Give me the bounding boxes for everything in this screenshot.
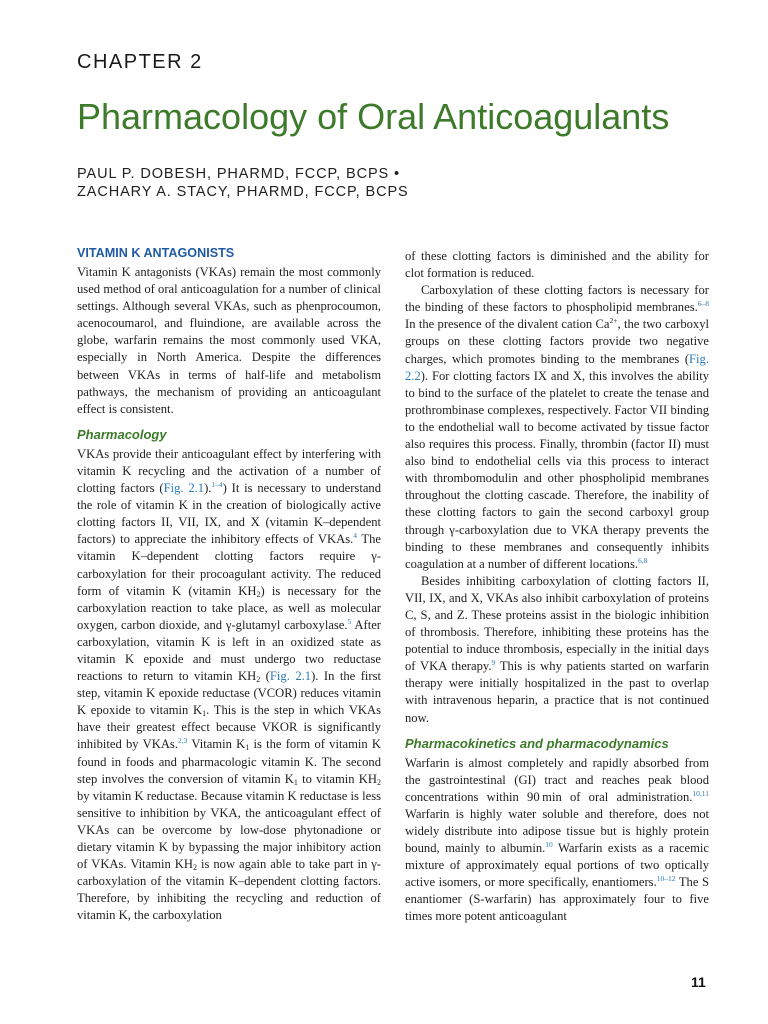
citation[interactable]: 1–4 (211, 480, 223, 490)
superscript: 2+ (609, 316, 618, 326)
paragraph-continued: of these clotting factors is diminished and the ability for clot formation is reduced. (405, 249, 709, 281)
figure-link[interactable]: Fig. 2.2 (405, 351, 709, 383)
paragraph-proteins: Besides inhibiting carboxylation of clotting factors II, VII, IX, and X, VKAs also inhibit carboxylation of proteins C, S, and Z. These proteins assist in the biologic inhibition of thrombosis. Therefore, inhibiting these proteins has the potential to induce thrombosis, especially in the initial days of VKA therapy.$^9$ This is why patients started on warfarin therapy were initially hospitalized in the past to overlap with intravenous heparin, a practice that is not continued now. (405, 573, 709, 725)
paragraph-pharmacokinetics: Warfarin is almost completely and rapidly absorbed from the gastrointestinal (GI) tract and reaches peak blood concentrations within 90 min of oral administration.$^{10,11}$ Warfarin is highly water soluble and therefore, does not widely distribute into adipose tissue but is highly protein bound, mainly to albumin.$^{10}$ Warfarin exists as a racemic mixture of approximately equal portions of two optically active isomers, or more specifically, enantiomers.$^{10-12}$ The S enantiomer (S-warfarin) has approximately four to five times more potent anticoagulant (405, 755, 709, 924)
subsection-heading-pharmacokinetics: Pharmacokinetics and pharmacodynamics (405, 735, 669, 751)
citation[interactable]: 10–12 (656, 874, 676, 884)
subsection-heading-pharmacology: Pharmacology (77, 426, 167, 442)
right-column (405, 248, 709, 926)
subscript: 1 (245, 743, 250, 753)
citation[interactable]: 10 (545, 840, 553, 850)
page-number: 11 (691, 974, 706, 990)
citation[interactable]: 6–8 (697, 299, 709, 309)
subscript: 2 (377, 777, 381, 787)
chapter-title: Pharmacology of Oral Anticoagulants (77, 96, 670, 137)
citation[interactable]: 9 (491, 658, 496, 668)
subscript: 1 (202, 709, 207, 719)
subscript: 1 (293, 777, 298, 787)
chapter-label: CHAPTER 2 (77, 51, 203, 73)
subscript: 2 (256, 675, 261, 685)
author-line-2: ZACHARY A. STACY, PHARMD, FCCP, BCPS (77, 184, 409, 200)
section-heading-vka: VITAMIN K ANTAGONISTS (77, 246, 235, 260)
citation[interactable]: 5 (347, 616, 352, 626)
paragraph-carboxylation: Carboxylation of these clotting factors is necessary for the binding of these factors to phospholipid membranes.$^{6-8}$ In the presence of the divalent cation $Ca^{2+}$, the two carboxyl groups on these clotting factors provide two negative charges, which promotes binding to the membranes (Fig. 2.2). For clotting factors IX and X, this involves the ability to bind to the surface of the platelet to create the tenase and prothrombinase complexes, respectively. Factor VII binding to the endothelial wall to become activated by tissue factor also requires this process. Finally, thrombin (factor II) must also bind to endothelial cells via this process to interact with thrombomodulin and other phospholipid membranes throughout the clotting cascade. Therefore, the inability of these clotting factors to gain the second carboxyl group through γ-carboxylation due to VKA therapy prevents the binding to these membranes and consequently inhibits coagulation at a number of different locations.$^{6,8}$ (405, 283, 710, 571)
figure-link[interactable]: Fig. 2.1 (269, 669, 312, 684)
subscript: 2 (193, 863, 197, 873)
author-line-1: PAUL P. DOBESH, PHARMD, FCCP, BCPS • (77, 166, 400, 182)
paragraph-pharmacology: VKAs provide their anticoagulant effect by interfering with vitamin K recycling and the activation of a number of clotting factors (Fig. 2.1).$^{1-4}$) It is necessary to understand the role of vitamin K in the creation of biologically active clotting factors II, VII, IX, and X (vitamin K–dependent factors) to appreciate the inhibitory effects of VKAs.$^4$ The vitamin K–dependent clotting factors require γ-carboxylation for their procoagulant activity. The reduced form of vitamin K (vitamin $KH_2$) is necessary for the carboxylation reaction to take place, as well as molecular oxygen, carbon dioxide, and γ-glutamyl carboxylase.$^5$ After carboxylation, vitamin K is left in an oxidized state as vitamin K epoxide and must undergo two reductase reactions to return to vitamin $KH_2$ (Fig. 2.1). In the first step, vitamin K epoxide reductase (VCOR) reduces vitamin K epoxide to vitamin $K_1$. This is the step in which VKAs have their greatest effect because VKOR is significantly inhibited by VKAs.$^{2,3}$ Vitamin $K_1$ is the form of vitamin K found in foods and pharmacologic vitamin K. The second step involves the conversion of vitamin $K_1$ to vitamin $KH_2$ by vitamin K reductase. Because vitamin K reductase is less sensitive to inhibition by VKA, the anticoagulant effect of VKAs can be overcome by low-dose phytonadione or dietary vitamin K by bypassing the major inhibitory action of VKAs. Vitamin $KH_2$ is now again able to take part in γ-carboxylation of the vitamin K–dependent clotting factors. Therefore, by inhibiting the recycling and reduction of vitamin K, the carboxylation (77, 446, 382, 923)
left-column (77, 244, 381, 924)
paragraph-vka-intro: Vitamin K antagonists (VKAs) remain the most commonly used method of oral anticoagulation for a number of clinical settings. Although several VKAs, such as phenprocoumon, acenocoumarol, and fluindione, are available across the globe, warfarin remains the most commonly used VKA, especially in North America. Despite the differences between VKAs in terms of half-life and metabolism pathways, the mechanism of providing an anticoagulant effect is consistent. (77, 265, 381, 416)
citation[interactable]: 4 (353, 531, 358, 541)
citation[interactable]: 6,8 (638, 555, 648, 565)
subscript: 2 (256, 589, 261, 599)
figure-link[interactable]: Fig. 2.1 (163, 481, 205, 496)
citation[interactable]: 2,3 (177, 736, 188, 746)
citation[interactable]: 10,11 (692, 788, 709, 798)
